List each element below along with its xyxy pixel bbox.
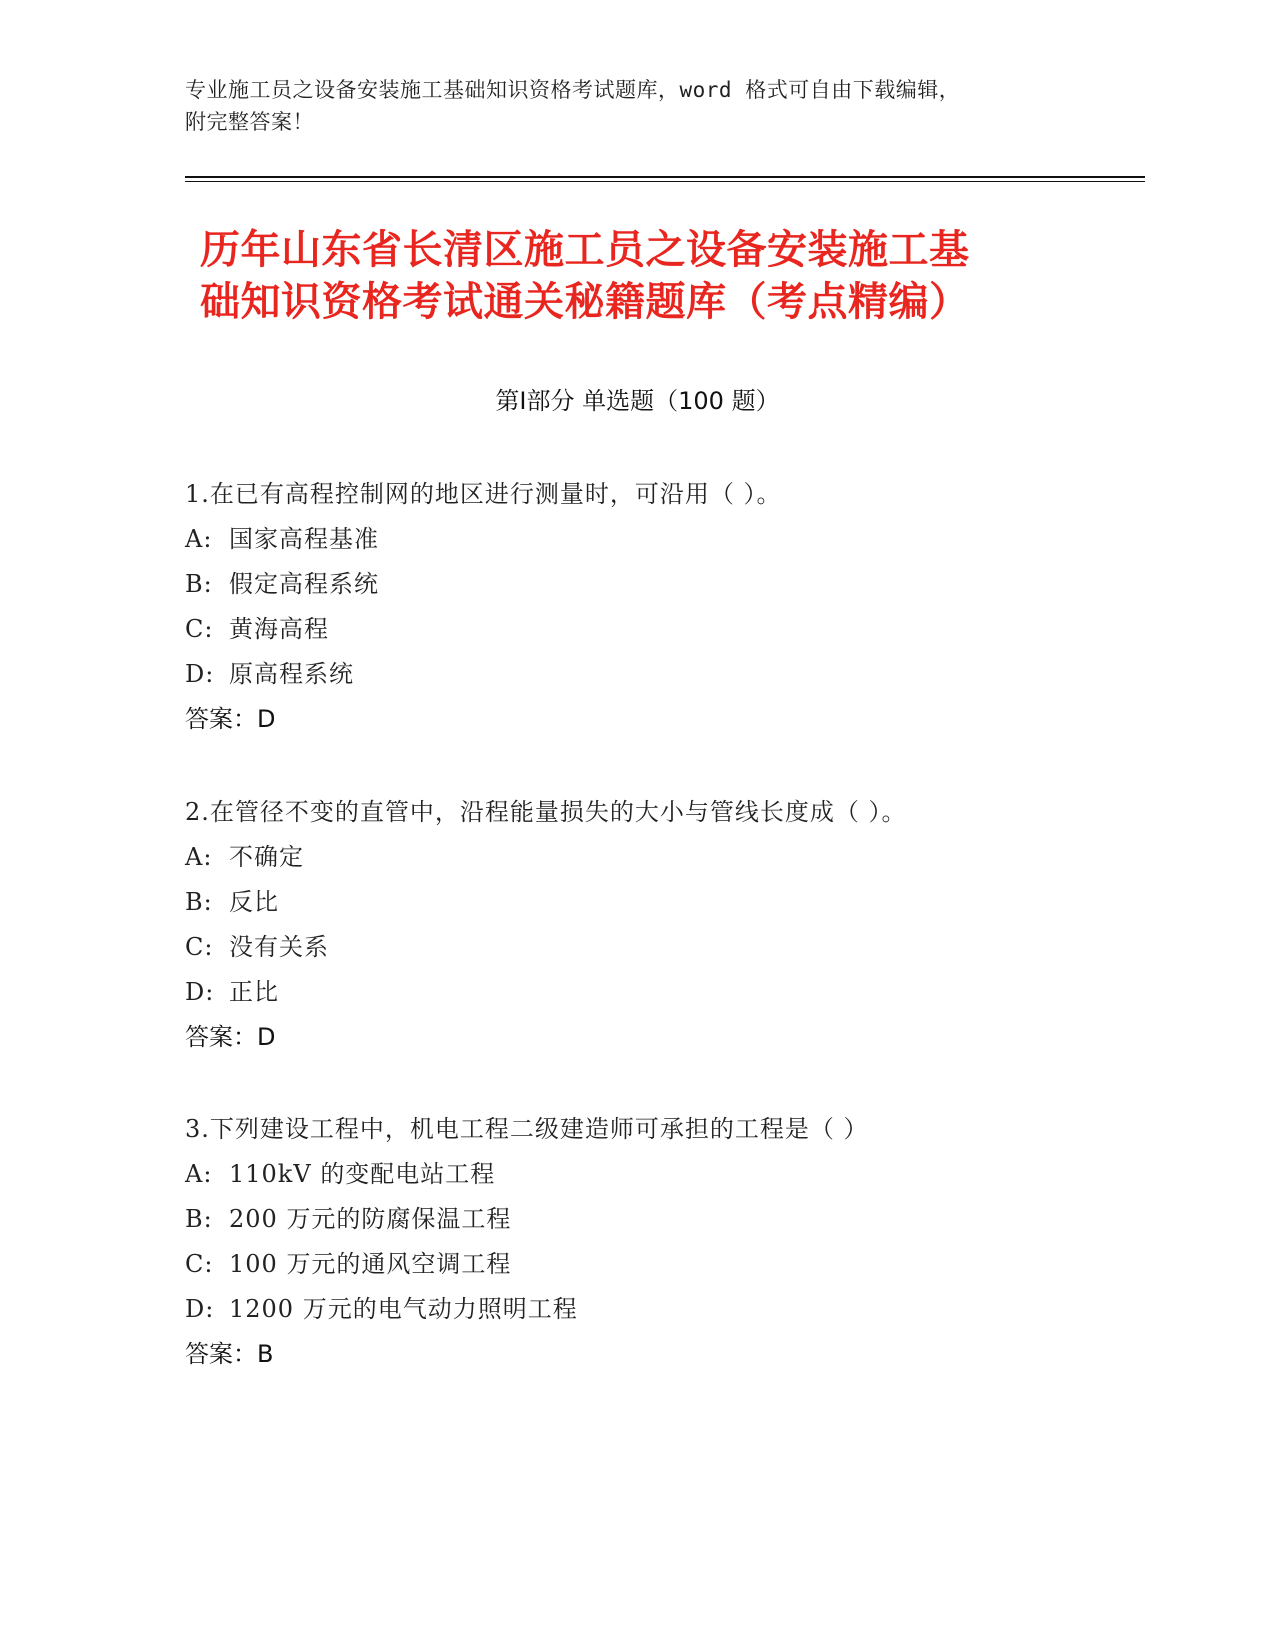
- question-block: [185, 790, 1145, 1060]
- option-b: [185, 562, 1145, 607]
- answer-line: 答案：B: [185, 1340, 274, 1368]
- option-key: D:: [185, 1295, 215, 1323]
- option-key: D:: [185, 978, 215, 1006]
- option-key: B:: [185, 570, 213, 598]
- option-key: B:: [185, 1205, 213, 1233]
- document-title-line-2: 础知识资格考试通关秘籍题库（考点精编）: [200, 279, 970, 325]
- header-divider-thick: [185, 176, 1145, 178]
- option-key: C:: [185, 1250, 214, 1278]
- header-note-line-1: 专业施工员之设备安装施工基础知识资格考试题库，word 格式可自由下载编辑，: [185, 78, 961, 102]
- document-title: [200, 224, 1080, 328]
- option-d: [185, 970, 1145, 1015]
- section-heading: 第Ⅰ部分 单选题（100 题）: [495, 387, 780, 415]
- option-text: 反比: [229, 888, 279, 916]
- question-stem: 2.在管径不变的直管中，沿程能量损失的大小与管线长度成（ ）。: [185, 798, 907, 826]
- option-text: 黄海高程: [229, 615, 329, 643]
- option-text: 没有关系: [229, 933, 329, 961]
- option-c: [185, 1242, 1145, 1287]
- option-key: B:: [185, 888, 213, 916]
- option-d: [185, 652, 1145, 697]
- option-b: [185, 1197, 1145, 1242]
- option-text: 100 万元的通风空调工程: [229, 1250, 512, 1278]
- option-c: [185, 607, 1145, 652]
- option-a: [185, 517, 1145, 562]
- header-note: [185, 74, 1085, 138]
- option-text: 110kV 的变配电站工程: [229, 1160, 496, 1188]
- header-note-line-2: 附完整答案！: [185, 110, 314, 134]
- option-text: 正比: [229, 978, 279, 1006]
- option-text: 不确定: [229, 843, 304, 871]
- option-text: 原高程系统: [229, 660, 354, 688]
- question-stem: 1.在已有高程控制网的地区进行测量时，可沿用（ ）。: [185, 480, 782, 508]
- option-b: [185, 880, 1145, 925]
- option-text: 1200 万元的电气动力照明工程: [229, 1295, 578, 1323]
- option-key: A:: [185, 1160, 213, 1188]
- option-text: 假定高程系统: [229, 570, 379, 598]
- answer-line: 答案：D: [185, 705, 276, 733]
- option-c: [185, 925, 1145, 970]
- option-text: 国家高程基准: [229, 525, 379, 553]
- option-key: A:: [185, 843, 213, 871]
- question-block: [185, 1107, 1145, 1377]
- option-key: A:: [185, 525, 213, 553]
- question-stem: 3.下列建设工程中，机电工程二级建造师可承担的工程是（ ）: [185, 1115, 869, 1143]
- option-text: 200 万元的防腐保温工程: [229, 1205, 512, 1233]
- option-key: D:: [185, 660, 215, 688]
- question-block: [185, 472, 1145, 742]
- option-d: [185, 1287, 1145, 1332]
- header-divider-thin: [185, 181, 1145, 182]
- option-a: [185, 835, 1145, 880]
- answer-line: 答案：D: [185, 1023, 276, 1051]
- document-title-line-1: 历年山东省长清区施工员之设备安装施工基: [200, 227, 970, 273]
- option-key: C:: [185, 615, 214, 643]
- option-key: C:: [185, 933, 214, 961]
- option-a: [185, 1152, 1145, 1197]
